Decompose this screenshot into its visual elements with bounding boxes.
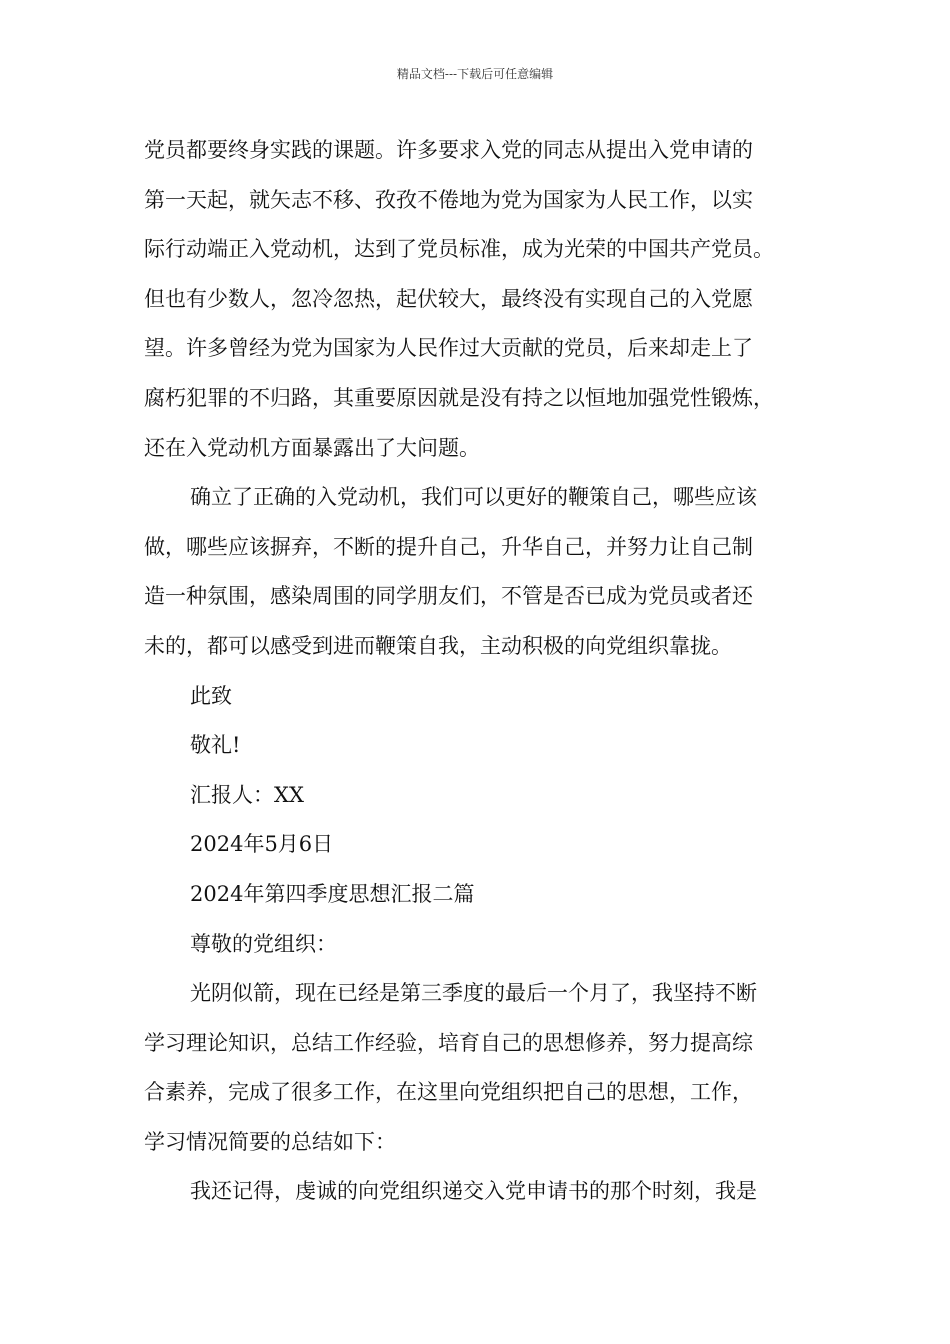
text-line: 2024年第四季度思想汇报二篇 [190, 881, 475, 906]
text-line: 敬礼! [190, 733, 241, 758]
text-line: 未的，都可以感受到进而鞭策自我，主动积极的向党组织靠拢。 [144, 633, 732, 658]
document-body [144, 126, 808, 1217]
text-line: 合素养，完成了很多工作，在这里向党组织把自己的思想，工作， [144, 1080, 753, 1105]
text-line: 光阴似箭，现在已经是第三季度的最后一个月了，我坚持不断 [190, 981, 757, 1006]
text-line: 还在入党动机方面暴露出了大问题。 [144, 435, 480, 460]
text-line: 第一天起，就矢志不移、孜孜不倦地为党为国家为人民工作，以实 [144, 187, 753, 212]
text-line: 造一种氛围，感染周围的同学朋友们，不管是否已成为党员或者还 [144, 584, 753, 609]
paragraph-correct-motivation [144, 473, 808, 671]
paragraph-application-memory [144, 1167, 808, 1217]
text-line: 望。许多曾经为党为国家为人民作过大贡献的党员，后来却走上了 [144, 336, 753, 361]
text-line: 此致 [190, 683, 232, 708]
text-line: 汇报人：XX [190, 782, 304, 807]
text-line: 2024年5月6日 [190, 832, 334, 857]
closing-respect [144, 721, 808, 771]
text-line: 尊敬的党组织： [190, 931, 337, 956]
reporter-name [144, 771, 808, 821]
text-line: 我还记得，虔诚的向党组织递交入党申请书的那个时刻，我是 [190, 1179, 757, 1204]
closing-salutation [144, 672, 808, 722]
text-line: 但也有少数人，忽冷忽热，起伏较大，最终没有实现自己的入党愿 [144, 286, 753, 311]
page-header: 精品文档---下载后可任意编辑 [396, 67, 554, 81]
text-line: 腐朽犯罪的不归路，其重要原因就是没有持之以恒地加强党性锻炼， [144, 385, 774, 410]
greeting [144, 920, 808, 970]
section-title [144, 870, 808, 920]
text-line: 党员都要终身实践的课题。许多要求入党的同志从提出入党申请的 [144, 138, 753, 162]
text-line: 做，哪些应该摒弃，不断的提升自己，升华自己，并努力让自己制 [144, 534, 753, 559]
text-line: 际行动端正入党动机，达到了党员标准，成为光荣的中国共产党员。 [144, 237, 774, 262]
text-line: 确立了正确的入党动机，我们可以更好的鞭策自己，哪些应该 [190, 485, 757, 510]
report-date [144, 820, 808, 870]
text-line: 学习情况简要的总结如下： [144, 1129, 396, 1154]
text-line: 学习理论知识，总结工作经验，培育自己的思想修养，努力提高综 [144, 1030, 753, 1055]
paragraph-quarter-summary [144, 969, 808, 1167]
paragraph-motivation-issues [144, 126, 808, 473]
